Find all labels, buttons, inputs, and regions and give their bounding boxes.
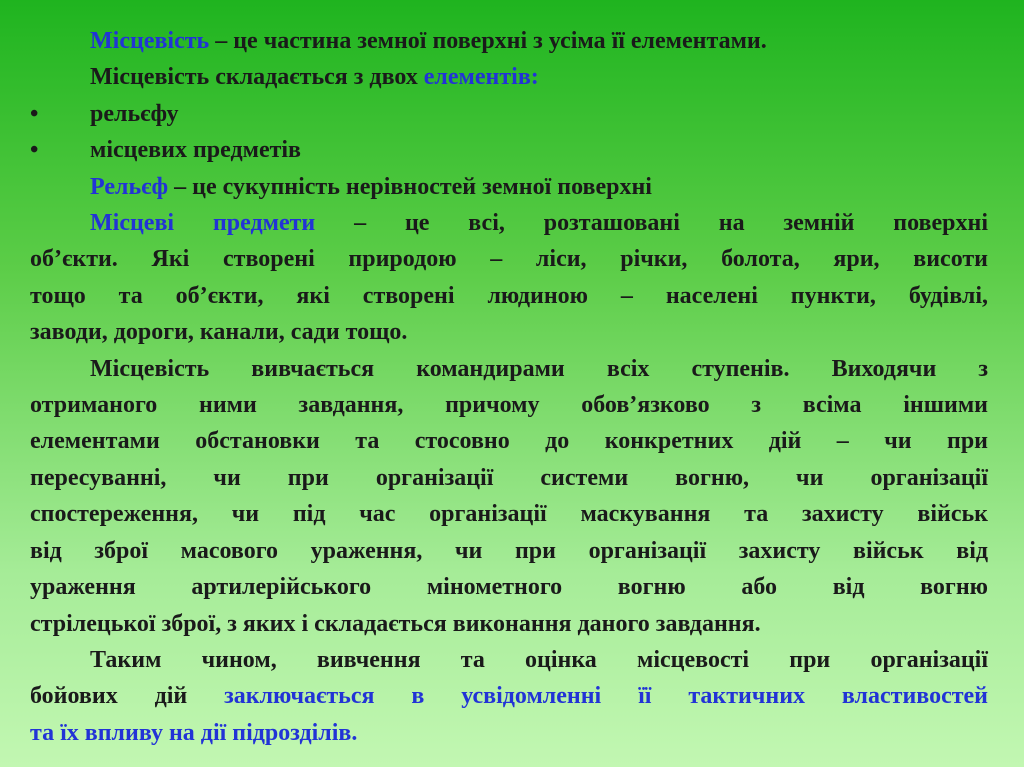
bullet-item (30, 96, 988, 132)
paragraph-line: від зброї масового ураження, чи при організації захисту військ від (30, 537, 988, 564)
paragraph-line: об’єкти. Які створені природою – ліси, річки, болота, яри, висоти (30, 246, 988, 273)
bullet-text-local-objects: місцевих предметів (90, 137, 302, 164)
paragraph-line: пересуванні, чи при організації системи вогню, чи організації (30, 464, 988, 491)
paragraph-line: елементами обстановки та стосовно до конкретних дій – чи при (30, 428, 988, 455)
term-local-objects: Місцеві предмети (90, 210, 316, 237)
definition-terrain (30, 23, 988, 59)
bullet-icon: • (30, 137, 39, 164)
definition-local-objects-line1 (30, 205, 988, 241)
term-elements: елементів: (423, 64, 539, 91)
paragraph-line: Таким чином, вивчення та оцінка місцевості при організації (90, 646, 988, 673)
bullet-icon: • (30, 100, 39, 127)
paragraph-line: Місцевість вивчається командирами всіх ступенів. Виходячи з (90, 355, 988, 382)
paragraph-line: ураження артилерійського мінометного вогню або від вогню (30, 574, 988, 601)
paragraph-line: стрілецької зброї, з яких і складається виконання даного завдання. (30, 610, 761, 637)
definition-relief-text: – це сукупність нерівностей земної поверхні (168, 173, 652, 200)
conclusion-line (30, 678, 988, 714)
term-terrain: Місцевість (90, 28, 210, 54)
conclusion-text: бойових дій (30, 683, 225, 710)
elements-intro-text: Місцевість складається з двох (90, 64, 424, 91)
paragraph-line: отриманого ними завдання, причому обов’язково з всіма іншими (30, 392, 988, 419)
paragraph-line: тощо та об’єкти, які створені людиною – населені пункти, будівлі, (30, 282, 988, 309)
bullet-text-relief: рельєфу (90, 100, 179, 127)
paragraph-line: спостереження, чи під час організації маскування та захисту військ (30, 501, 988, 528)
conclusion-emphasis-end: та їх впливу на дії підрозділів. (30, 719, 358, 746)
bullet-item (30, 132, 988, 168)
definition-terrain-text: – це частина земної поверхні з усіма її елементами. (209, 28, 767, 54)
definition-relief (30, 169, 988, 205)
slide-text (30, 23, 988, 751)
term-relief: Рельєф (90, 173, 169, 200)
definition-local-objects-text: – це всі, розташовані на земній поверхні (315, 210, 988, 237)
paragraph-line: заводи, дороги, канали, сади тощо. (30, 319, 408, 346)
conclusion-emphasis: заключається в усвідомленні її тактичних властивостей (224, 683, 989, 710)
elements-intro (30, 59, 988, 95)
